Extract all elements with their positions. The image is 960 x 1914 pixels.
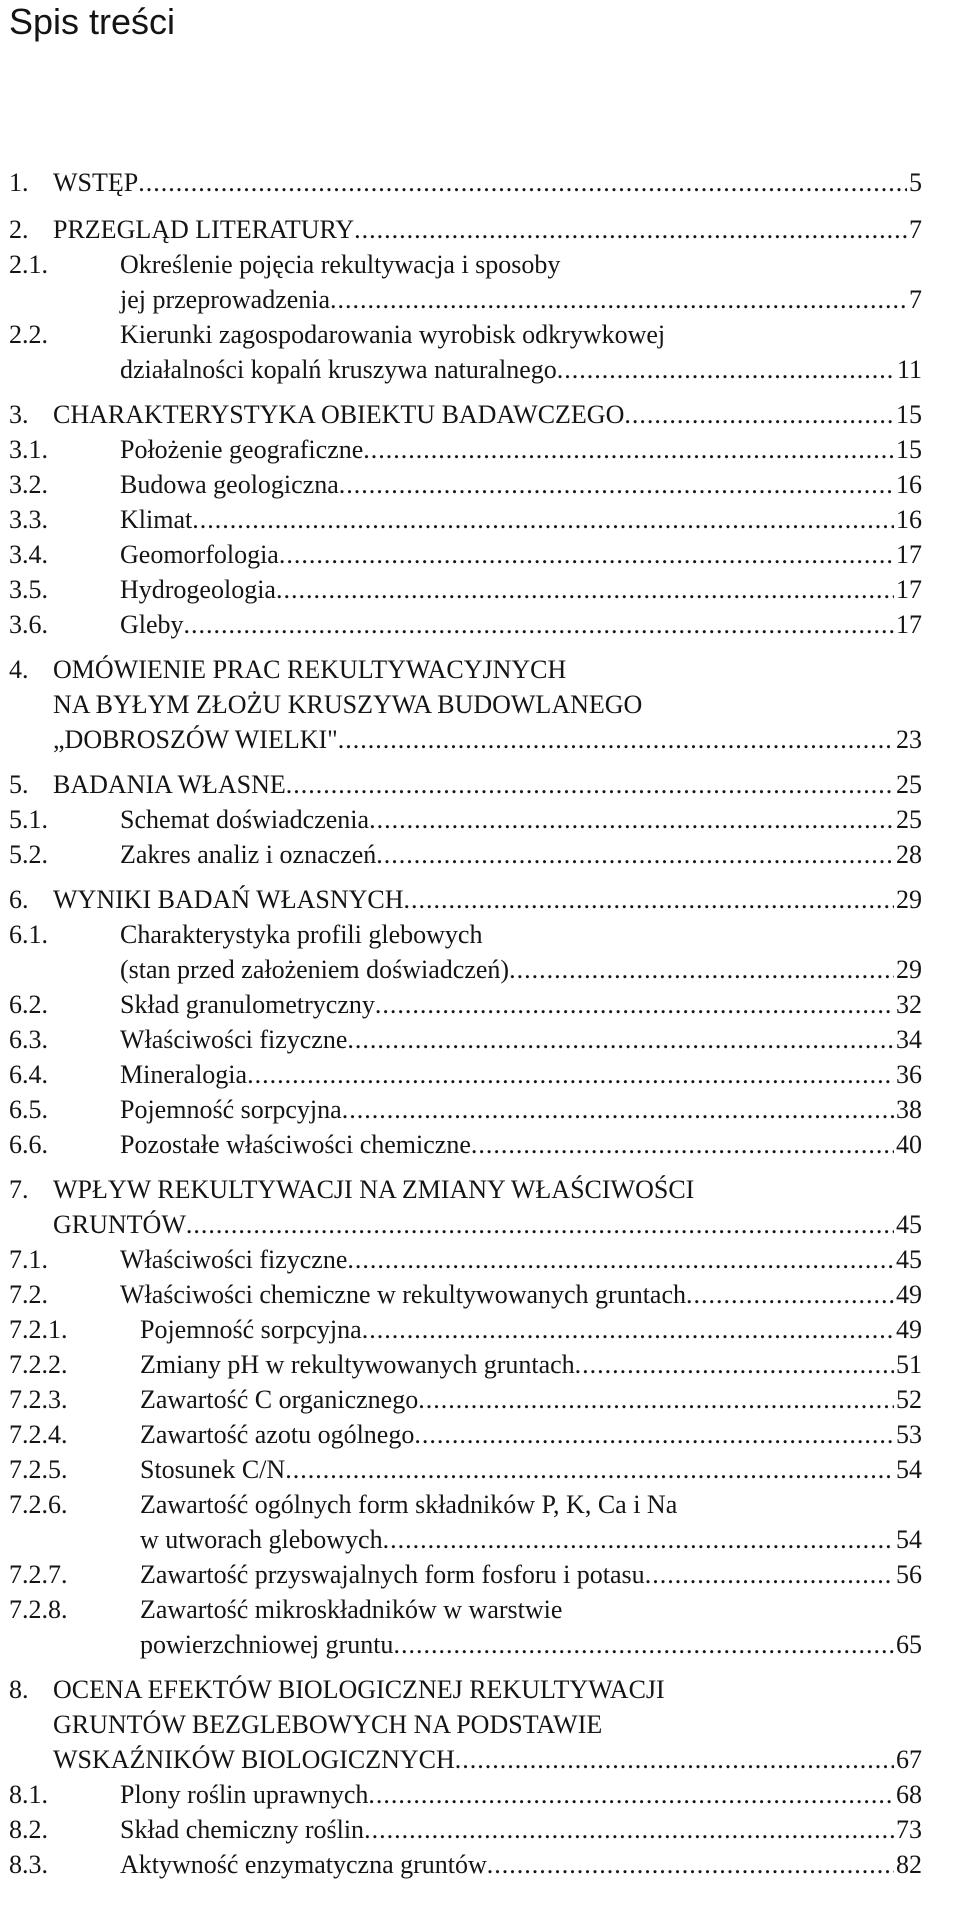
dot-leader [624,398,894,432]
toc-entry-number: 7.2.8. [9,1595,68,1624]
toc-entry-title: Skład granulometryczny [120,990,375,1019]
dot-leader [375,988,894,1022]
toc-entry-page: 45 [896,1210,922,1239]
toc-entry-page: 40 [896,1130,922,1159]
toc-entry-number: 7.2.2. [9,1350,68,1379]
toc-entry-page: 5 [909,168,922,197]
toc-entry-page: 15 [896,400,922,429]
dot-leader [339,468,894,502]
toc-entry-number: 5.1. [9,805,48,834]
toc-entry-page: 51 [896,1350,922,1379]
toc-entry-title: Charakterystyka profili glebowych [120,920,483,949]
page-title: Spis treści [9,1,176,42]
toc-entry-title: Mineralogia [120,1060,248,1089]
dot-leader [414,1418,894,1452]
dot-leader [276,573,894,607]
dot-leader [347,1023,894,1057]
toc-entry-title: PRZEGLĄD LITERATURY [53,215,355,244]
toc-entry-number: 8.1. [9,1780,48,1809]
toc-entry-number: 3.5. [9,575,48,604]
toc-entry-number: 6.1. [9,920,48,949]
toc-entry-page: 38 [896,1095,922,1124]
toc-entry-page: 25 [896,770,922,799]
toc-entry-title: NA BYŁYM ZŁOŻU KRUSZYWA BUDOWLANEGO [53,690,643,719]
dot-leader [285,1453,894,1487]
toc-entry-number: 2.1. [9,250,48,279]
toc-entry-title: Zawartość azotu ogólnego [140,1420,415,1449]
toc-entry-page: 82 [896,1850,922,1879]
toc-entry-title: Budowa geologiczna [120,470,339,499]
toc-entry-page: 68 [896,1780,922,1809]
toc-entry-number: 3.3. [9,505,48,534]
toc-entry-page: 53 [896,1420,922,1449]
toc-entry-number: 3.4. [9,540,48,569]
toc-entry-title: WPŁYW REKULTYWACJI NA ZMIANY WŁAŚCIWOŚCI [53,1175,695,1204]
toc-entry-title: Plony roślin uprawnych [120,1780,369,1809]
toc-entry-page: 17 [896,575,922,604]
toc-entry-title: OMÓWIENIE PRAC REKULTYWACYJNYCH [53,655,567,684]
toc-entry-page: 56 [896,1560,922,1589]
toc-entry-title: Właściwości fizyczne [120,1025,348,1054]
dot-leader [247,1058,894,1092]
toc-entry-title: Zakres analiz i oznaczeń [120,840,377,869]
dot-leader [393,1628,894,1662]
toc-entry-page: 49 [896,1280,922,1309]
toc-entry-title: Właściwości fizyczne [120,1245,348,1274]
toc-entry-page: 16 [896,505,922,534]
toc-entry-page: 11 [896,355,922,384]
toc-entry-number: 8.3. [9,1850,48,1879]
toc-entry-title: Aktywność enzymatyczna gruntów [120,1850,487,1879]
toc-entry-title: „DOBROSZÓW WIELKI" [53,725,338,754]
dot-leader [330,283,907,317]
toc-entry-number: 7.2.4. [9,1420,68,1449]
toc-entry-title: działalności kopalń kruszywa naturalnego [120,355,557,384]
toc-entry-page: 52 [896,1385,922,1414]
dot-leader [192,503,894,537]
dot-leader [404,883,895,917]
toc-entry-page: 65 [896,1630,922,1659]
dot-leader [418,1383,894,1417]
toc-entry-page: 34 [896,1025,922,1054]
toc-entry-page: 7 [909,215,922,244]
toc-entry-title: Hydrogeologia [120,575,276,604]
toc-entry-number: 1. [9,168,29,197]
toc-entry-page: 16 [896,470,922,499]
toc-entry-title: WSTĘP [53,168,139,197]
toc-entry-page: 29 [896,955,922,984]
toc-entry-number: 6. [9,885,29,914]
toc-entry-number: 7.2.5. [9,1455,68,1484]
dot-leader [369,803,894,837]
dot-leader [368,1778,894,1812]
toc-entry-title: powierzchniowej gruntu [140,1630,394,1659]
dot-leader [286,768,894,802]
toc-entry-title: Kierunki zagospodarowania wyrobisk odkrywkowej [120,320,666,349]
toc-entry-title: Skład chemiczny roślin [120,1815,365,1844]
toc-entry-page: 45 [896,1245,922,1274]
dot-leader [487,1848,894,1882]
dot-leader [364,1813,894,1847]
toc-entry-title: (stan przed założeniem doświadczeń) [120,955,510,984]
dot-leader [575,1348,894,1382]
toc-entry-title: BADANIA WŁASNE [53,770,286,799]
toc-entry-title: GRUNTÓW BEZGLEBOWYCH NA PODSTAWIE [53,1710,603,1739]
dot-leader [376,838,894,872]
toc-entry-number: 6.2. [9,990,48,1019]
dot-leader [455,1743,894,1777]
dot-leader [557,353,895,387]
toc-entry-number: 4. [9,655,29,684]
toc-entry-page: 15 [896,435,922,464]
toc-entry-title: Zmiany pH w rekultywowanych gruntach [140,1350,575,1379]
toc-entry-page: 25 [896,805,922,834]
dot-leader [347,1243,894,1277]
toc-entry-number: 5.2. [9,840,48,869]
dot-leader [184,608,894,642]
toc-entry-number: 6.3. [9,1025,48,1054]
dot-leader [338,723,894,757]
toc-entry-number: 3. [9,400,29,429]
toc-entry-number: 7.2.6. [9,1490,68,1519]
toc-entry-number: 3.2. [9,470,48,499]
toc-entry-number: 2. [9,215,29,244]
toc-entry-title: CHARAKTERYSTYKA OBIEKTU BADAWCZEGO [53,400,625,429]
toc-entry-number: 8.2. [9,1815,48,1844]
toc-entry-title: Zawartość ogólnych form składników P, K, Ca i Na [140,1490,678,1519]
dot-leader [186,1208,894,1242]
toc-entry-title: w utworach glebowych [140,1525,383,1554]
toc-entry-page: 73 [896,1815,922,1844]
toc-entry-title: Pojemność sorpcyjna [120,1095,342,1124]
toc-entry-title: OCENA EFEKTÓW BIOLOGICZNEJ REKULTYWACJI [53,1675,665,1704]
toc-entry-page: 49 [896,1315,922,1344]
dot-leader [383,1523,894,1557]
toc-entry-title: Klimat [120,505,193,534]
toc-entry-title: Zawartość przyswajalnych form fosforu i potasu [140,1560,645,1589]
toc-entry-page: 54 [896,1525,922,1554]
toc-entry-number: 5. [9,770,29,799]
toc-entry-title: Pojemność sorpcyjna [140,1315,362,1344]
toc-entry-number: 6.5. [9,1095,48,1124]
toc-entry-number: 3.1. [9,435,48,464]
toc-entry-number: 7.1. [9,1245,48,1274]
toc-entry-title: Schemat doświadczenia [120,805,370,834]
toc-entry-page: 29 [896,885,922,914]
toc-entry-title: Stosunek C/N [140,1455,286,1484]
toc-entry-title: WYNIKI BADAŃ WŁASNYCH [53,885,404,914]
toc-entry-number: 7.2.1. [9,1315,68,1344]
toc-entry-number: 7.2.3. [9,1385,68,1414]
toc-entry-title: Zawartość mikroskładników w warstwie [140,1595,563,1624]
toc-entry-page: 17 [896,610,922,639]
dot-leader [509,953,894,987]
toc-entry-title: WSKAŹNIKÓW BIOLOGICZNYCH [53,1745,455,1774]
toc-entry-number: 6.6. [9,1130,48,1159]
dot-leader [686,1278,894,1312]
dot-leader [354,213,907,247]
toc-entry-page: 7 [909,285,922,314]
toc-entry-number: 7. [9,1175,29,1204]
toc-entry-title: Gleby [120,610,184,639]
dot-leader [342,1093,894,1127]
toc-entry-page: 67 [896,1745,922,1774]
toc-entry-number: 7.2. [9,1280,48,1309]
toc-entry-title: Geomorfologia [120,540,279,569]
dot-leader [279,538,894,572]
toc-entry-title: Pozostałe właściwości chemiczne [120,1130,471,1159]
toc-entry-title: GRUNTÓW [53,1210,186,1239]
toc-entry-title: Położenie geograficzne [120,435,364,464]
toc-entry-page: 23 [896,725,922,754]
toc-entry-page: 28 [896,840,922,869]
dot-leader [471,1128,894,1162]
dot-leader [645,1558,894,1592]
toc-entry-number: 3.6. [9,610,48,639]
dot-leader [138,166,907,200]
toc-entry-title: Określenie pojęcia rekultywacja i sposoby [120,250,561,279]
dot-leader [363,433,894,467]
toc-entry-title: Właściwości chemiczne w rekultywowanych gruntach [120,1280,687,1309]
toc-entry-page: 32 [896,990,922,1019]
toc-entry-page: 54 [896,1455,922,1484]
toc-entry-number: 8. [9,1675,29,1704]
dot-leader [362,1313,894,1347]
toc-entry-number: 2.2. [9,320,48,349]
toc-entry-page: 36 [896,1060,922,1089]
toc-entry-number: 6.4. [9,1060,48,1089]
toc-entry-title: jej przeprowadzenia [120,285,331,314]
toc-entry-number: 7.2.7. [9,1560,68,1589]
toc-entry-title: Zawartość C organicznego [140,1385,419,1414]
toc-entry-page: 17 [896,540,922,569]
